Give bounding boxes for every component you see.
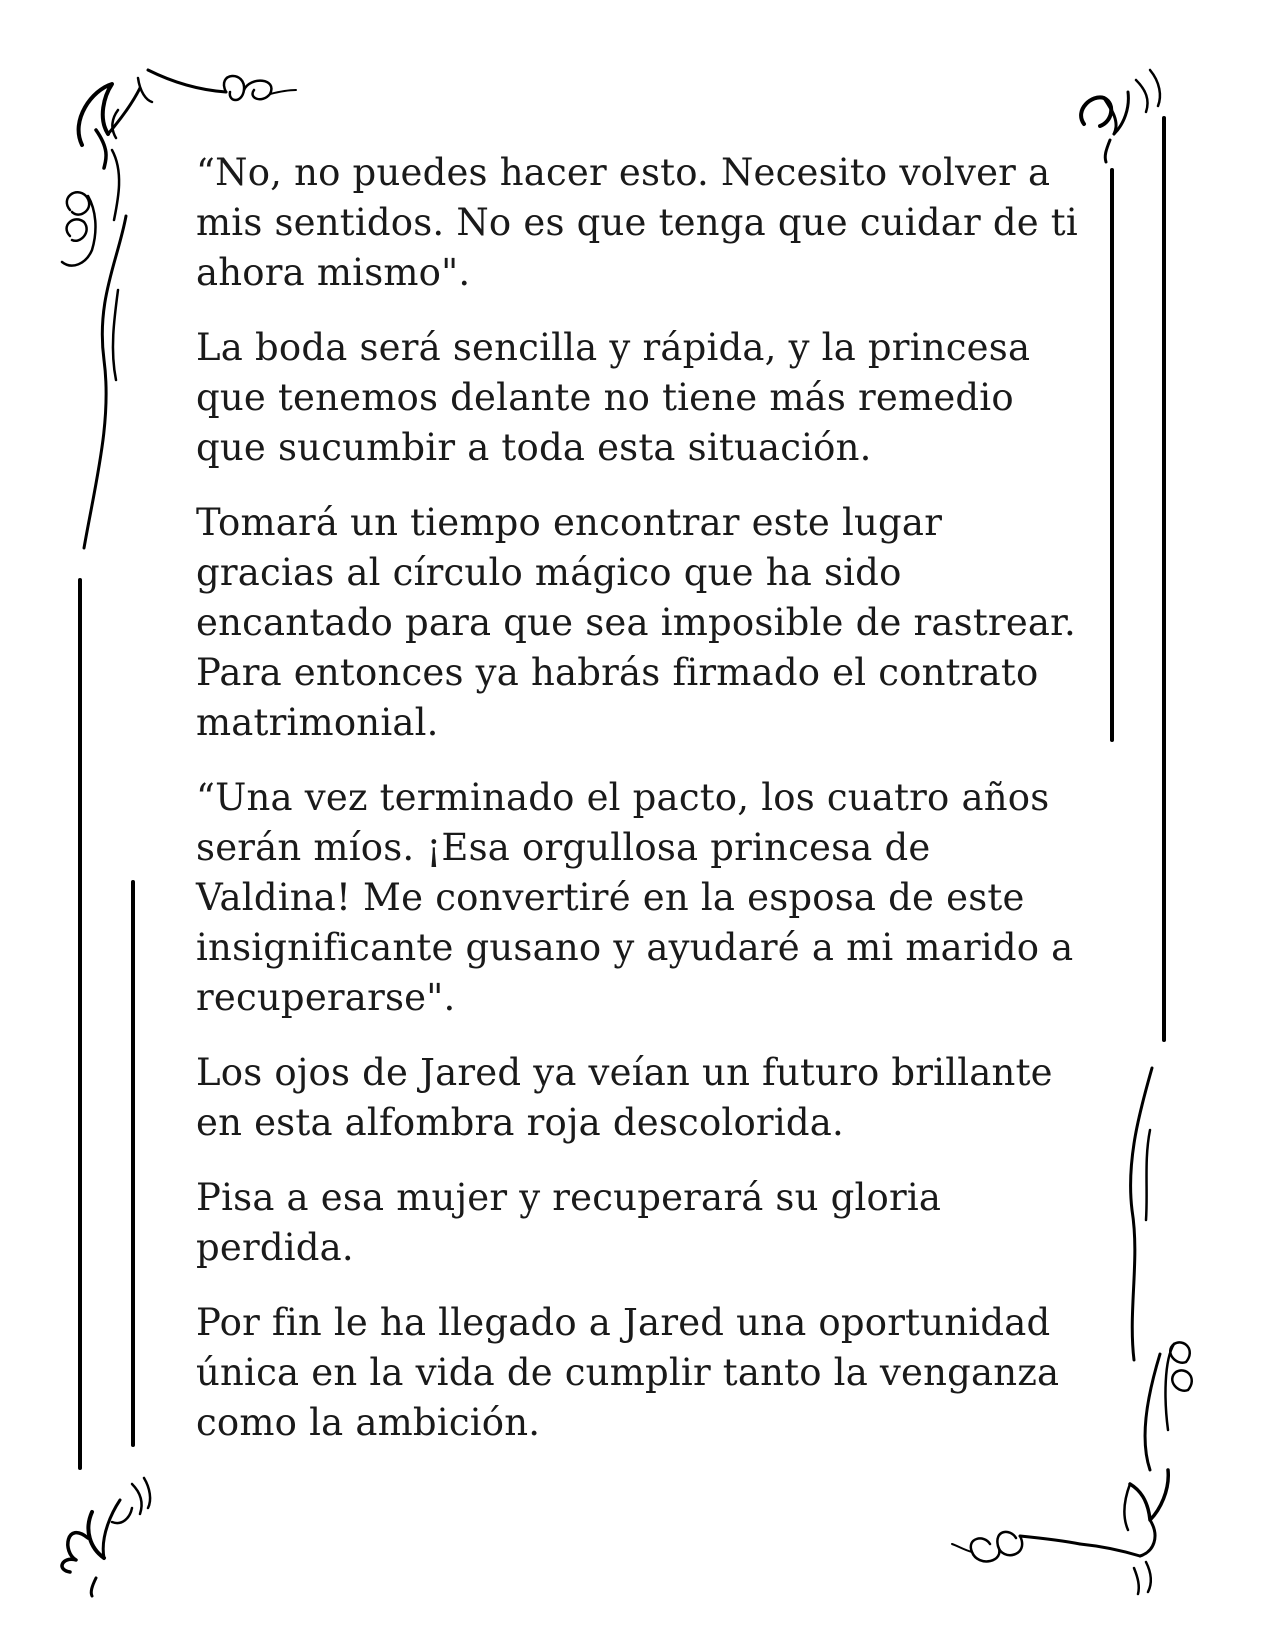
text-line: Los ojos de Jared ya veían un futuro brillante [196,1051,1053,1094]
text-line: en esta alfombra roja descolorida. [196,1101,844,1144]
text-line: que tenemos delante no tiene más remedio [196,376,1014,419]
text-line: perdida. [196,1226,354,1269]
text-line: mis sentidos. No es que tenga que cuidar de ti [196,201,1078,244]
text-line: recuperarse". [196,976,456,1019]
text-line: encantado para que sea imposible de rastrear. [196,601,1076,644]
text-line: única en la vida de cumplir tanto la venganza [196,1351,1060,1394]
text-line: Para entonces ya habrás firmado el contrato [196,651,1039,694]
paragraph-3 [176,498,1096,748]
paragraph-2 [176,323,1096,473]
story-text [176,148,1096,1473]
paragraph-5 [176,1048,1096,1148]
paragraph-1 [176,148,1096,298]
text-line: “No, no puedes hacer esto. Necesito volver a [196,151,1051,194]
text-line: La boda será sencilla y rápida, y la princesa [196,326,1031,369]
text-line: como la ambición. [196,1401,541,1444]
text-line: gracias al círculo mágico que ha sido [196,551,902,594]
text-line: “Una vez terminado el pacto, los cuatro años [196,776,1050,819]
flourish-bottom-left-icon [62,1478,150,1596]
text-line: que sucumbir a toda esta situación. [196,426,872,469]
text-line: Tomará un tiempo encontrar este lugar [196,501,943,544]
text-line: Por fin le ha llegado a Jared una oportunidad [196,1301,1051,1344]
text-line: insignificante gusano y ayudaré a mi marido a [196,926,1074,969]
text-line: serán míos. ¡Esa orgullosa princesa de [196,826,931,869]
paragraph-4 [176,773,1096,1023]
paragraph-6 [176,1173,1096,1273]
paragraph-7 [176,1298,1096,1448]
text-line: Pisa a esa mujer y recuperará su gloria [196,1176,942,1219]
text-line: ahora mismo". [196,251,471,294]
text-line: matrimonial. [196,701,439,744]
text-line: Valdina! Me convertiré en la esposa de este [196,876,1025,919]
